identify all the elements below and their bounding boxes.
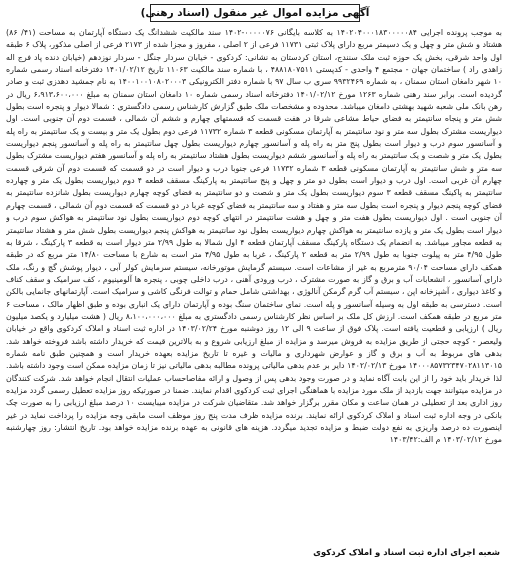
title-box (140, 4, 370, 22)
notice-title: آگهی مزایده اموال غیر منقول (اسناد رهنی) (140, 7, 370, 19)
notice-body: به موجب پرونده اجرایی ۱۴۰۲۰۴۰۰۰۱۸۳۰۰۰۰۰۸۴ به کلاسه بایگانی ۰۰۰۰۰۷۶-۱۴۰۲ سند مالکیت ششدانگ یک دستگاه آپارتمان به مساحت (۴۱/ ۸۶) هشتاد و شش متر و چهل و یک دسیمتر مربع دارای پلاک ثبتی ۱۱۷۳۱ فرعی از ۲ اصلی ، مفروز و مجزا شده از ۲۱۷۳ فرعی از اصلی مذکور، پلاک ۶ طبقه اول واحد شرقی، بخش یک حوزه ثبت ملک سنندج، استان کردستان به نشانی: کردکوی - خیابان سردار جنگل - سردار نوزدهم (خیابان دنده پاد فرج اله زاهدی راد ) ساختمان جهان - مجتمع ۴ واحدی - کدپستی ۴۸۸۱۸۰۷۵۱۱ ، با شماره سند مالکیت ۱۱۰۶۳ تاریخ ۱۴۰۱/۰۲/۱۲ دفترخانه اسناد رسمی شماره ۱۰ شهر دامغان استان سمنان ، به شماره ۹۹۳۲۴۶۹ سری ب سال ۹۷ با شماره دفتر الکترونیکی ۱۴۰۰۱۰۰۱۰۸۰۲۰۰۰۳ به نام جمشید دهدزی ثبت و صادر گردیده است. برابر سند رهنی شماره ۱۲۶۳ مورخ ۱۴۰۱/۰۲/۱۲ دفترخانه اسناد رسمی شماره ۱۰ دامغان استان سمنان به مبلغ ۶،۹۱۳،۶۰۰،۰۰۰ ریال در رهن بانک ملی شعبه شهید بهشتی دامغان میباشد. محدوده و مشخصات ملک طبق گزارش کارشناس رسمی دادگستری : شمالا دیوار و پنجره است بطول شش متر و پنجاه سانتیمتر به فضای حیاط مشاعی شرقا در هفت قسمت که قسمتهای چهارم و ششم آن شمالی ، قسمت دوم آن جنوبی است. اول دیواریست مشترک بطول سه متر و نود سانتیمتر به آپارتمان مسکونی قطعه ۳ شماره ۱۱۷۳۲ فرعی دوم بطول یک متر و بیست و یک سانتیمتر به راه پله و آسانسور سوم درب و دیوار است بطول پنج متر به راه پله و آسانسور چهارم دیواریست بطول چهل سانتیمتر به راه پله و آسانسور پنجم دیواریست بطول یک متر و شصت و یک سانتیمتر به راه پله و آسانسور ششم دیواریست بطول هشتاد سانتیمتر به راه پله و آسانسور هفتم دیواریست مشترک بطول سه متر و شش سانتیمتر به آپارتمان مسکونی قطعه ۳ شماره ۱۱۷۳۲ فرعی جنوبا درب و دیوار است در دو قسمت که قسمت دوم آن شرقی قسمت چهارم آن غربی است. اول درب و دیوار است بطول دو متر و چهل و پنج سانتیمتر به پارکینگ مسقف قطعه ۴ دوم دیواریست بطول یک متر و چهارده سانتیمتر به پاکینگ مسقف قطعه ۳ سوم دیواریست بطول یک متر و شصت و دو سانتیمتر به فضای کوچه چهارم دیواریست بطول شانزده سانتیمتر به فضای کوچه پنجم دیوار و پنجره است بطول سه متر و هفتاد و سه سانتیمتر به فضای کوچه غربا در دو قسمت که قسمت دوم آن شمالی ، قسمت چهارم آن جنوبی است . اول دیواریست بطول هفت متر و چهل و هشت سانتیمتر در انتهای کوچه دوم دیواریست بطول نود سانتیمتر به هواکش سوم درب و دیوار است بطول یک متر و یازده سانتیمتر به هواکش چهارم دیواریست بطول نود سانتیمتر به هواکش پنجم دیواریست بطول شش متر و هشتاد سانتیمتر به قطعه مجاور میباشد. به انضمام یک دستگاه پارکینگ مسقف آپارتمان قطعه ۴ اول شمالا به طول ۲/۹۹ متر دیوار است به قطعه ۳ پارکینگ ، شرقا به طول ۴/۹۵ متر به پیلوت جنوبا به طول ۲/۹۹ متر به قطعه ۲ پارکینگ ، غربا به طول ۴/۹۵ متر است به شارع با مساحت ۱۴/۸۰ متر مربع که در طبقه همکف دارای مساحت ۹۰/۰۴ مترمربع به غیر از مشاعات است. سیستم گرمایش موتورخانه، سیستم سرمایش کولر آبی ، دیوار پوشش گچ و رنگ، ملک دارای آسانسور ، انشعابات آب و برق و گاز به صورت مشترک ، درب ورودی آهنی ، درب داخلی چوبی ، پنجره ها آلومینیوم ، کف سرامیک و سقف کناف و کاغذ دیواری ، آشپزخانه اپن ، سیستم آب گرم گرمکن آنالوژی ، بهداشتی شامل حمام و توالت فرنگی کاشی و سرامیک است. آپارتمانهای جانمایی بالکن است. دسترسی به طبقه اول به وسیله آسانسور و پله است. نمای ساختمان سنگ بوده و آپارتمان دارای یک انباری بوده و طبق اظهار مالک ، مساحت ۶ متر مربع در طبقه همکف است. ارزش کل ملک بر اساس نظر کارشناس رسمی دادگستری به مبلغ ۸،۱۰۰،۰۰۰،۰۰۰ ریال ( هشت میلیارد و یکصد میلیون ریال ) ارزیابی و قطعیت یافته است. پلاک فوق از ساعت ۹ الی ۱۲ روز دوشنبه مورخ ۱۴۰۳/۰۲/۲۴ در اداره ثبت اسناد و املاک کردکوی واقع در خیابان ولیعصر - کوچه حجتی از طریق مزایده به فروش میرسد و مزایده از مبلغ ارزیابی شروع و به بالاترین قیمت که خریدار داشته باشد فروخته خواهد شد. بدهی های مربوط به آب و برق و گاز و عوارض شهرداری و مالیات و غیره تا تاریخ مزایده بعهده خریدار است و همچنین طبق نامه شماره ۱۴۰۰۰۸۵۷۳۲۳۴۷۰۲۸۱۱۳۰۱۵ مورخ ۱۴۰۲/۰۲/۱۳ دایر بر عدم بدهی مالیاتی پرونده مطالبه بدهی مالیاتی نیز تا زمان مزایده ممکن است وجود داشته باشد. لذا خریدار باید خود را از این بابت آگاه نماید و در صورت وجود بدهی پس از وصول و ارائه مفاصاحساب عملیات انتقال انجام خواهد شد. شرکت کنندگان در مزایده میتوانند جهت بازدید از ملک مورد مزایده با هماهنگی اجرای ثبت کردکوی اقدام نمایند. ضمنا در صورتیکه روز مزایده تعطیل رسمی گردد مزایده روز اداری بعد از تعطیلی در همان ساعت و مکان مقرر برگزار خواهد شد. متقاضیان شرکت در مزایده میبایست ۱۰ درصد مبلغ ارزیابی را به صورت چک بانکی در وجه اداره ثبت اسناد و املاک کردکوی ارائه نمایند. برنده مزایده ظرف مدت پنج روز موظف است مابقی وجه مزایده را پرداخت نماید در غیر اینصورت ده درصد واریزی به نفع دولت ضبط و مزایده تجدید میگردد. هزینه های قانونی به عهده برنده مزایده خواهد بود. تاریخ انتشار: روز چهارشنبه مورخ ۱۴۰۳/۰۲/۱۲ م الف:۱۴۰۳/۴۲ (6, 28, 502, 445)
notice-footer-signature: شعبه اجرای اداره ثبت اسناد و املاک کردکوی (313, 548, 500, 558)
